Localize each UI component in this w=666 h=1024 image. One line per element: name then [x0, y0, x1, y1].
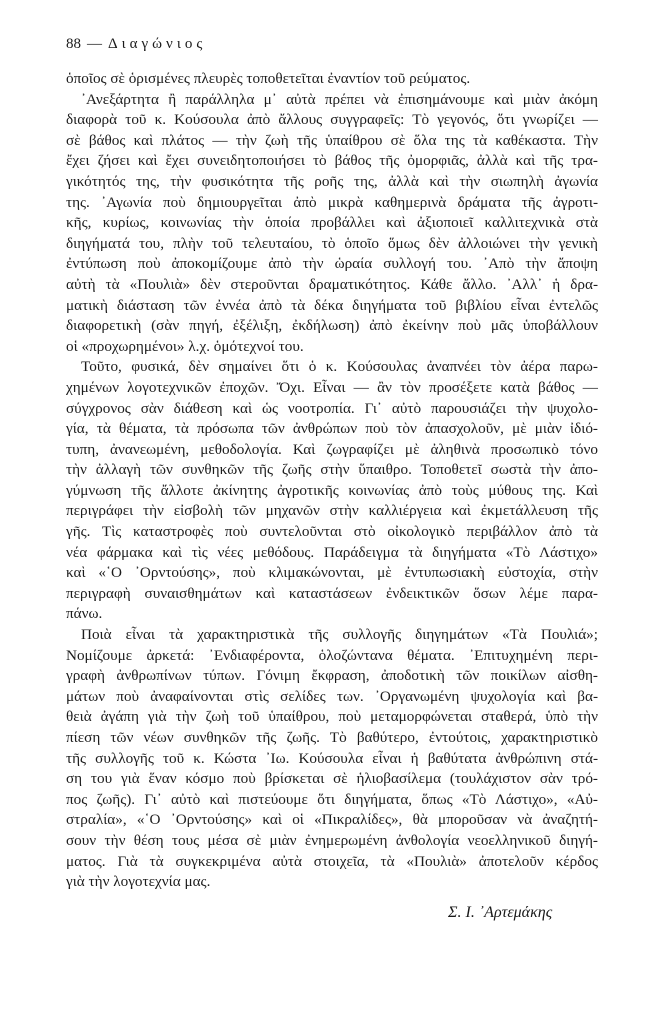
text-line: γία, τὰ θέματα, τὰ πρόσωπα τῶν ἀνθρώπων ποὺ τὸν ἀπασχολοῦν, μὲ μιὰν ἰδιό- [66, 420, 598, 438]
text-line: ἔχει ζήσει καὶ ἔχει συνειδητοποιήσει τὸ βάθος τῆς ὀμορφιᾶς, ἀλλὰ καὶ τῆς τρα- [66, 152, 598, 170]
text-line: διαφορετικὴ (σὰν πηγή, ἐξέλιξη, ἐκδήλωση) ἀπὸ ἐκείνην ποὺ μᾶς ὑποβάλλουν [66, 317, 598, 335]
text-line: πίεση τῶν νέων συνθηκῶν τῆς ζωῆς. Τὸ βαθύτερο, ἐντούτοις, χαρακτηριστικὸ [66, 729, 598, 746]
text-line: γύμνωση τῆς ἄλλοτε ἀκίνητης ἀγροτικῆς κοινωνίας ἀπὸ τοὺς μύθους της. Καὶ [66, 481, 598, 499]
text-line: ὁποῖος σὲ ὁρισμένες πλευρὲς τοποθετεῖται ἐναντίον τοῦ ρεύματος. [66, 70, 471, 87]
text-line: διηγήματά του, πλὴν τοῦ τελευταίου, τὸ ὁποῖο ὅμως δὲν ἀλλοιώνει τὴν γενικὴ [66, 234, 598, 252]
text-line: οἱ «προχωρημένοι» λ.χ. ὁμότεχνοί του. [66, 337, 304, 355]
page-number: 88 [66, 36, 81, 52]
paragraph [66, 357, 598, 625]
header-separator: — [87, 36, 102, 52]
text-line: χημένων λογοτεχνικῶν ἐποχῶν. Ὄχι. Εἶναι — ἂν τὸν προσέξετε κατὰ βάθος — [66, 378, 598, 396]
text-line: της. ᾿Αγωνία ποὺ δημιουργεῖται ἀπὸ μικρὰ καθημερινὰ δράματα τῆς ἀγροτι- [66, 193, 598, 211]
text-line: Τοῦτο, φυσικά, δὲν σημαίνει ὅτι ὁ κ. Κούσουλας ἀναπνέει τὸν ἀέρα παρω- [81, 358, 598, 376]
text-line: τῆς συλλογῆς τοῦ κ. Κώστα ᾿Ιω. Κούσουλα εἶναι ἡ βαθύτατα ἀνθρώπινη στά- [66, 749, 598, 767]
text-line: ση του γιὰ ἕναν κόσμο ποὺ βρίσκεται σὲ ἡλιοβασίλεμα (τουλάχιστον σὰν τρό- [66, 770, 598, 788]
text-line: γραφὴ ἀνθρωπίνων τύπων. Γόνιμη ἔκφραση, ἀποδοτικὴ τῶν ποικίλων αἰσθη- [66, 667, 598, 685]
journal-title: Διαγώνιος [108, 36, 207, 52]
author-signature: Σ. Ι. ᾿Αρτεμάκης [448, 904, 553, 921]
text-line: πάνω. [66, 605, 103, 623]
text-line: διαφορὰ τοῦ κ. Κούσουλα ἀπὸ ἄλλους συγγραφεῖς: Τὸ γεγονός, ὅτι γνωρίζει — [66, 111, 598, 129]
text-line: καὶ «῾Ο ᾿Ορντούσης», ποὺ κλιμακώνονται, μὲ ἐντυπωσιακὴ εὐστοχία, στὴν [66, 564, 598, 582]
text-line: ᾿Ανεξάρτητα ἢ παράλληλα μ᾿ αὐτὰ πρέπει νὰ ἐπισημάνουμε καὶ μιὰν ἀκόμη [81, 90, 598, 108]
paragraph [66, 69, 598, 90]
text-line: νέα φάρμακα καὶ τὶς νέες μεθόδους. Παράδειγμα τὰ διηγήματα «Τὸ Λάστιχο» [66, 543, 598, 561]
text-line: γικότητός της, τὴν φυσικότητα τῆς ροῆς της, ἀλλὰ καὶ τὴν σιωπηλὴ ἀγωνία [66, 172, 598, 190]
paragraph [66, 625, 598, 893]
text-line: τυπη, ἀνανεωμένη, μεθοδολογία. Καὶ ζωγραφίζει μὲ ἀληθινὰ προσωπικὸ τόνο [66, 440, 598, 458]
text-line: θειὰ ἀγάπη γιὰ τὴν ζωὴ τοῦ ὑπαίθρου, ποὺ μεταμορφώνεται σταθερά, ὑπὸ τὴν [66, 708, 598, 726]
text-line: στραλία», «῾Ο ᾿Ορντούσης» καὶ οἱ «Πικραλίδες», θὰ μποροῦσαν νὰ ἀναζητή- [66, 811, 598, 829]
text-line: περιγράφει τὴν εἰσβολὴ τῶν μηχανῶν στὴν καλλιέργεια καὶ ἐκμετάλλευση τῆς [66, 502, 598, 520]
text-line: γιὰ τὴν λογοτεχνία μας. [66, 873, 211, 891]
text-line: αὐτὴ τὰ «Πουλιὰ» δὲν στεροῦνται δραματικότητος. Κάθε ἄλλο. ᾿Αλλ᾿ ἡ δρα- [66, 275, 598, 293]
running-head [66, 36, 206, 53]
text-line: ἐντύπωση ποὺ ἀποκομίζουμε ἀπὸ τὴν ὡραία συλλογή του. ᾿Απὸ τὴν ἄποψη [66, 255, 598, 273]
text-line: σουν τὴν θέση τους μέσα σὲ μιὰν ἐνημερωμένη ἀνθολογία νεοελληνικοῦ διηγή- [66, 831, 598, 849]
text-line: ματος. Γιὰ τὰ συγκεκριμένα αὐτὰ στοιχεῖα, τὰ «Πουλιὰ» ἀποτελοῦν κέρδος [66, 852, 598, 870]
text-line: Ποιὰ εἶναι τὰ χαρακτηριστικὰ τῆς συλλογῆς διηγημάτων «Τὰ Πουλιά»; [81, 626, 598, 644]
paragraph [66, 90, 598, 358]
text-line: τὴν ἀλλαγὴ τῶν συνθηκῶν τῆς ζωῆς στὴν ὕπαιθρο. Τοποθετεῖ σωστὰ τὴν ἀπο- [66, 461, 598, 479]
text-line: ματικὴ διάσταση τῶν ἐννέα ἀπὸ τὰ δέκα διηγήματα τοῦ βιβλίου εἶναι ἐντελῶς [66, 296, 598, 314]
text-line: μάτων ποὺ ἀναφαίνονται στὶς σελίδες των. ᾿Οργανωμένη ψυχολογία καὶ βα- [66, 687, 598, 705]
text-line: πος ζωῆς). Γι᾿ αὐτὸ καὶ πιστεύουμε ὅτι διηγήματα, ὅπως «Τὸ Λάστιχο», «Αὐ- [66, 790, 598, 808]
text-line: σὲ βάθος καὶ πλάτος — τὴν ζωὴ τῆς ὑπαίθρου σὲ ὅλα της τὰ καθέκαστα. Τὴν [66, 131, 598, 149]
text-line: σύγχρονος σὰν διάθεση καὶ ὡς νοοτροπία. Γι᾿ αὐτὸ παρουσιάζει τὴν ψυχολο- [66, 399, 598, 417]
text-line: περιγραφὴ συναισθημάτων καὶ καταστάσεων ἐνδεικτικῶν ὅσων λέμε παρα- [66, 584, 598, 602]
text-line: γῆς. Τὶς καταστροφὲς ποὺ συντελοῦνται στὸ οἰκολογικὸ περιβάλλον ἀπὸ τὰ [66, 523, 598, 541]
article-body [66, 69, 598, 893]
text-line: κῆς, κυρίως, κοινωνίας τὴν ὁποία προβάλλει καὶ ἀξιοποιεῖ καλλιτεχνικὰ στὰ [66, 214, 598, 232]
text-line: Νομίζουμε ἀρκετά: ᾿Ενδιαφέροντα, ὁλοζώντανα θέματα. ᾿Επιτυχημένη περι- [66, 646, 598, 664]
